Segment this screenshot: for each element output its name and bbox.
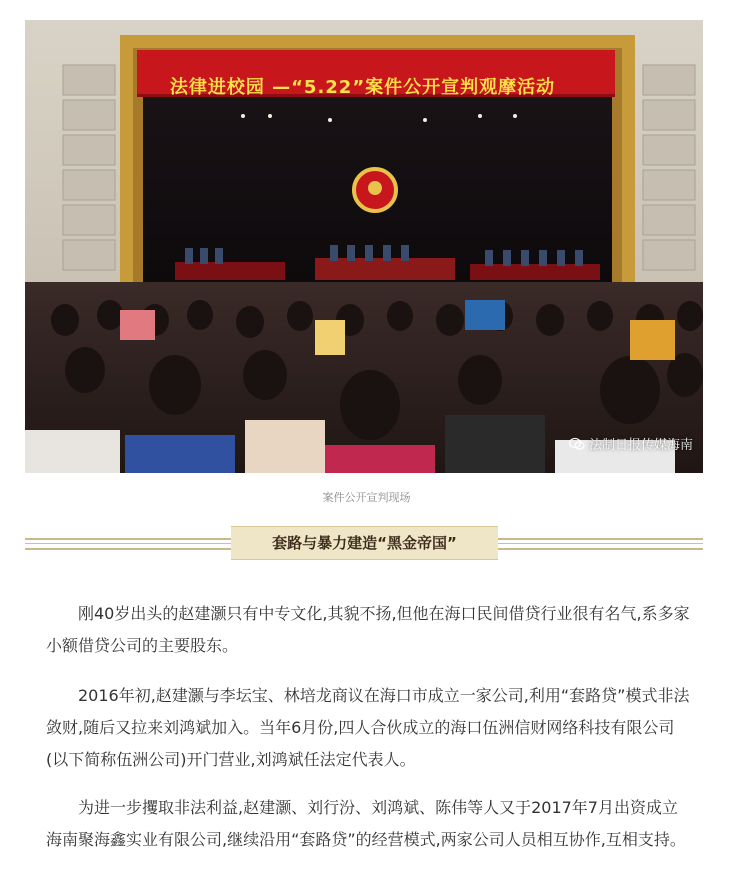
section-title: 套路与暴力建造“黑金帝国”: [231, 526, 498, 560]
watermark-text: 法制日报传媒海南: [588, 438, 693, 453]
body-paragraph: 刚40岁出头的赵建灏只有中专文化,其貌不扬,但他在海口民间借贷行业很有名气,系多家小额借贷公司的主要股东。: [46, 604, 690, 655]
article-photo: [25, 20, 703, 473]
body-paragraph: 2016年初,赵建灏与李坛宝、林培龙商议在海口市成立一家公司,利用“套路贷”模式非法敛财,随后又拉来刘鸿斌加入。当年6月份,四人合伙成立的海口伍洲信财网络科技有限公司(以下简称伍洲公司)开门营业,刘鸿斌任法定代表人。: [46, 686, 690, 769]
body-paragraph: 为进一步攫取非法利益,赵建灏、刘行汾、刘鸿斌、陈伟等人又于2017年7月出资成立海南聚海鑫实业有限公司,继续沿用“套路贷”的经营模式,两家公司人员相互协作,互相支持。: [46, 798, 686, 849]
photo-caption: 案件公开宣判现场: [322, 491, 411, 504]
wechat-icon: [569, 437, 585, 451]
section-header: [25, 523, 703, 563]
banner-title: 法律进校园 —“5.22”案件公开宣判观摩活动: [169, 77, 556, 98]
watermark: [569, 434, 693, 453]
